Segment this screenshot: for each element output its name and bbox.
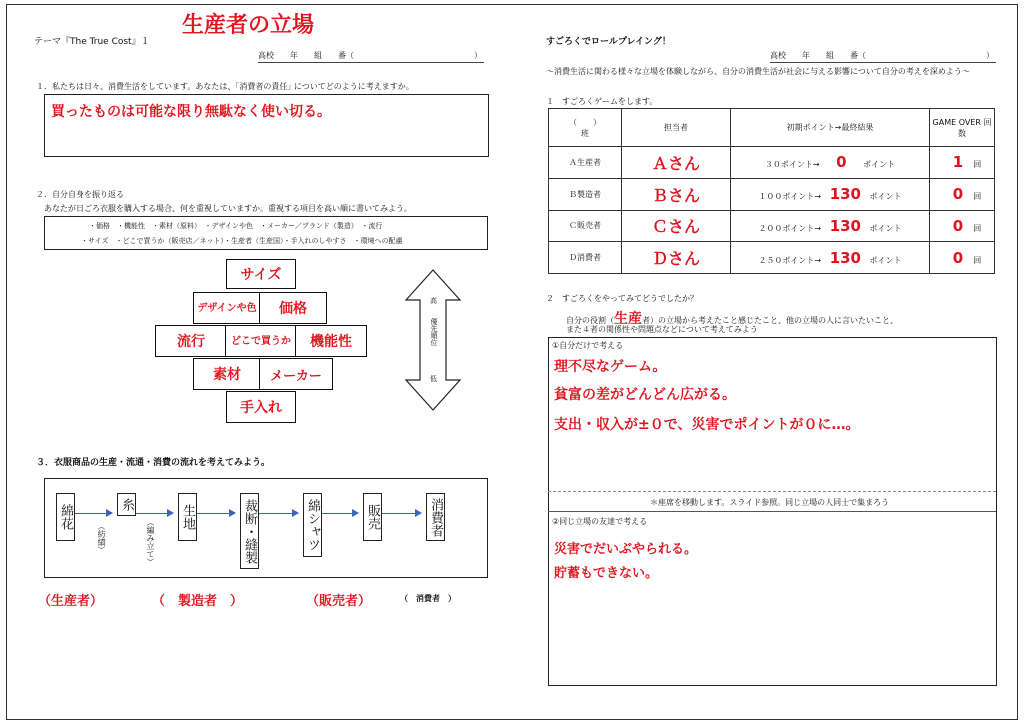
row-gameover: 0 xyxy=(952,185,964,204)
row-final-points: 130 xyxy=(829,216,861,235)
section2-title: ２ すごろくをやってみてどうでしたか？ xyxy=(546,294,698,303)
row-person[interactable]: Ｄさん xyxy=(622,242,731,274)
row-gameover: 1 xyxy=(952,153,964,172)
table-row: Ｃ販売者 Ｃさん ２００ポイント→ 130 ポイント 0 回 xyxy=(549,210,995,242)
q2-title: ２．自分自身を振り返る xyxy=(36,190,124,199)
q2-options-line1: ・価格 ・機能性 ・素材（原料） ・デザインや色 ・メーカー／ブランド（製造） ・流行 xyxy=(89,222,383,230)
row-role: Ｃ販売者 xyxy=(549,210,622,242)
q2-options-line2: ・サイズ ・どこで買うか（販売店／ネット）・生産者（生産国）・手入れのしやすさ ・環境への配慮 xyxy=(81,237,403,245)
th-person: 担当者 xyxy=(622,109,731,147)
th-gameover: GAME OVER 回数 xyxy=(930,109,995,147)
section2-prompt2: また４者の関係性や問題点などについて考えてみよう xyxy=(566,325,758,334)
row-role: Ａ生産者 xyxy=(549,147,622,179)
flow-arrow-4 xyxy=(259,513,297,514)
th-han: （ ） 班 xyxy=(549,109,622,147)
flow-step-shirt: 綿シャツ xyxy=(303,493,322,557)
pyramid-rank8: メーカー xyxy=(259,358,333,390)
row-final-points: 130 xyxy=(829,185,861,204)
q2-options-box xyxy=(44,216,488,250)
pyramid-rank2: デザインや色 xyxy=(193,292,261,324)
row-person[interactable]: Ｂさん xyxy=(622,178,731,210)
row-person[interactable]: Ａさん xyxy=(622,147,731,179)
th-points: 初期ポイント→最終結果 xyxy=(731,109,930,147)
q3-title: ３．衣服商品の生産・流通・消費の流れを考えてみよう。 xyxy=(36,458,271,468)
section1-title: １ すごろくゲームをします。 xyxy=(546,97,658,106)
results-table xyxy=(548,108,995,274)
box1-answer-2[interactable]: 貧富の差がどんどん広がる。 xyxy=(554,387,736,403)
row-gameover: 0 xyxy=(952,248,964,267)
q1-question: １．私たちは日々、消費生活をしています。あなたは、｢消費者の責任｣ についてどのように考えますか。 xyxy=(36,82,414,91)
pyramid-rank5: どこで買うか xyxy=(225,325,297,357)
name-line-left: 高校 年 組 番（ ） xyxy=(258,51,482,60)
right-subtitle: ～消費生活に関わる様々な立場を体験しながら、自分の消費生活が社会に与える影響について自分の考えを深めよう～ xyxy=(546,67,970,76)
q2-instruction: あなたが日ごろ衣服を購入する場合、何を重視していますか。重視する項目を高い順に書いてみよう。 xyxy=(44,204,412,213)
flow-step-consumer: 消費者 xyxy=(426,493,445,541)
role-answer: 生産 xyxy=(614,311,642,327)
flow-role-seller: （販売者） xyxy=(306,594,372,609)
priority-high: 高 xyxy=(430,297,437,305)
box1-answer-1[interactable]: 理不尽なゲーム。 xyxy=(554,359,667,375)
box2-label: ②同じ立場の友達で考える xyxy=(552,517,648,526)
row-final-points: 0 xyxy=(836,153,847,172)
flow-arrow-6 xyxy=(382,513,420,514)
move-note: ＊座席を移動します。スライド参照。同じ立場の人同士で集まろう xyxy=(650,498,890,507)
flow-step-sales: 販売 xyxy=(363,493,382,541)
row-role: Ｄ消費者 xyxy=(549,242,622,274)
priority-low: 低 xyxy=(430,375,437,383)
flow-step-sewing: 裁断・縫製 xyxy=(240,493,259,569)
theme-title: テーマ『The True Cost』１ xyxy=(34,37,150,47)
flow-role-consumer: （ 消費者 ） xyxy=(400,594,456,603)
box2-answer-2[interactable]: 貯蓄もできない。 xyxy=(554,566,659,581)
pyramid-rank4: 流行 xyxy=(155,325,227,357)
row-person[interactable]: Ｃさん xyxy=(622,210,731,242)
flow-step-yarn: 糸 xyxy=(117,493,136,516)
flow-step-fabric: 生地 xyxy=(178,493,197,541)
q1-answer: 買ったものは可能な限り無駄なく使い切る。 xyxy=(51,104,331,120)
pyramid-rank6: 機能性 xyxy=(295,325,367,357)
table-row: Ｂ製造者 Ｂさん １００ポイント→ 130 ポイント 0 回 xyxy=(549,178,995,210)
pyramid-rank1: サイズ xyxy=(226,259,296,289)
flow-arrow-3 xyxy=(197,513,234,514)
name-underline-right xyxy=(770,62,996,63)
row-gameover: 0 xyxy=(952,216,964,235)
flow-process-knitting: （編み立て） xyxy=(146,518,155,566)
role-title: 生産者の立場 xyxy=(182,13,315,38)
flow-process-spinning: （紡績） xyxy=(97,522,106,554)
name-underline-left xyxy=(258,62,484,63)
flow-role-manufacturer: （ 製造者 ） xyxy=(152,594,244,609)
flow-step-cotton: 綿花 xyxy=(56,493,75,541)
pyramid-rank7: 素材 xyxy=(193,358,261,390)
row-final-points: 130 xyxy=(829,248,861,267)
flow-arrow-5 xyxy=(322,513,357,514)
table-row: Ｄ消費者 Ｄさん ２５０ポイント→ 130 ポイント 0 回 xyxy=(549,242,995,274)
pyramid-rank9: 手入れ xyxy=(226,391,296,423)
flow-arrow-1 xyxy=(75,513,111,514)
name-line-right: 高校 年 組 番（ ） xyxy=(770,51,994,60)
priority-label: 優先順位 xyxy=(430,318,438,346)
box2-answer-1[interactable]: 災害でだいぶやられる。 xyxy=(554,542,698,557)
flow-box xyxy=(44,478,488,578)
q1-answer-box[interactable] xyxy=(44,94,489,157)
row-role: Ｂ製造者 xyxy=(549,178,622,210)
section2-prompt: 自分の役割（生産者）の立場から考えたこと感じたこと、他の立場の人に言いたいこと、 xyxy=(566,311,898,327)
box1-label: ①自分だけで考える xyxy=(552,341,624,350)
table-row: Ａ生産者 Ａさん ３０ポイント→ 0 ポイント 1 回 xyxy=(549,147,995,179)
right-title: すごろくでロールプレイング！ xyxy=(546,37,671,47)
divider-solid xyxy=(548,511,996,512)
box1-answer-3[interactable]: 支出・収入が±０で、災害でポイントが０に…。 xyxy=(554,417,860,433)
flow-arrow-2 xyxy=(136,513,172,514)
flow-role-producer: （生産者） xyxy=(38,594,104,609)
pyramid-rank3: 価格 xyxy=(259,292,327,324)
divider-dashed xyxy=(548,491,996,492)
